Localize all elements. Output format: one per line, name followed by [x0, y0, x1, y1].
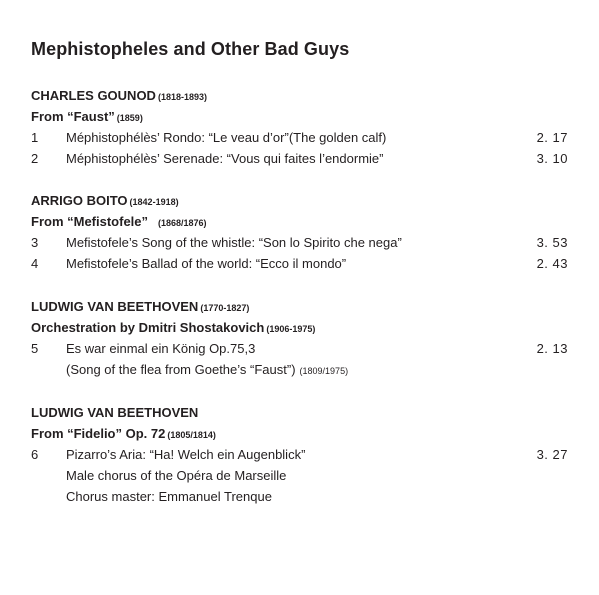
track-row — [31, 444, 571, 465]
track-title: Méphistophélès’ Serenade: “Vous qui faites l’endormie” — [66, 151, 384, 166]
track-duration: 3. 10 — [536, 151, 568, 166]
track-number: 3 — [31, 235, 39, 250]
track-title: Méphistophélès’ Rondo: “Le veau d’or”(The golden calf) — [66, 130, 387, 145]
track-row — [31, 127, 571, 148]
composer-name: CHARLES GOUNOD — [31, 88, 156, 103]
track-title: Mefistofele’s Song of the whistle: “Son lo Spirito che nega” — [66, 235, 402, 250]
section-boito — [31, 190, 571, 274]
track-duration: 3. 27 — [536, 447, 568, 462]
work-title: From “Fidelio” Op. 72 — [31, 426, 166, 441]
work-heading — [31, 317, 571, 338]
work-heading — [31, 106, 571, 127]
composer-dates: (1818-1893) — [157, 92, 207, 102]
track-duration: 2. 13 — [536, 341, 568, 356]
track-row — [31, 232, 571, 253]
work-dates: (1805/1814) — [167, 430, 216, 440]
section-beethoven-shostakovich — [31, 296, 571, 380]
composer-name: LUDWIG VAN BEETHOVEN — [31, 299, 199, 314]
section-gounod — [31, 85, 571, 169]
track-row — [31, 253, 571, 274]
work-dates: (1859) — [116, 113, 143, 123]
track-row — [31, 148, 571, 169]
track-title: Mefistofele’s Ballad of the world: “Ecco il mondo” — [66, 256, 347, 271]
work-title: Orchestration by Dmitri Shostakovich — [31, 320, 265, 335]
track-duration: 3. 53 — [536, 235, 568, 250]
composer-heading — [31, 85, 571, 106]
composer-name: ARRIGO BOITO — [31, 193, 128, 208]
performer-line: Chorus master: Emmanuel Trenque — [66, 489, 272, 504]
track-number: 4 — [31, 256, 39, 271]
composer-dates: (1770-1827) — [200, 303, 250, 313]
work-title: From “Mefistofele” — [31, 214, 149, 229]
track-subtitle-dates: (1809/1975) — [299, 366, 349, 376]
section-beethoven-fidelio — [31, 402, 571, 507]
page-title: Mephistopheles and Other Bad Guys — [31, 39, 350, 59]
composer-heading — [31, 190, 571, 211]
track-row — [31, 338, 571, 359]
track-duration: 2. 17 — [536, 130, 568, 145]
composer-name: LUDWIG VAN BEETHOVEN — [31, 405, 199, 420]
work-dates: (1868/1876) — [158, 218, 207, 228]
track-subtitle — [31, 359, 571, 380]
work-dates: (1906-1975) — [266, 324, 316, 334]
track-subtitle-text: (Song of the flea from Goethe’s “Faust”) — [66, 362, 296, 377]
composer-heading — [31, 402, 571, 423]
track-title: Pizarro’s Aria: “Ha! Welch ein Augenblick” — [66, 447, 306, 462]
track-number: 1 — [31, 130, 39, 145]
composer-heading — [31, 296, 571, 317]
work-heading — [31, 423, 571, 444]
track-title: Es war einmal ein König Op.75,3 — [66, 341, 256, 356]
performer-line: Male chorus of the Opéra de Marseille — [66, 468, 287, 483]
work-heading — [31, 211, 571, 232]
composer-dates: (1842-1918) — [129, 197, 179, 207]
work-title: From “Faust” — [31, 109, 115, 124]
track-number: 5 — [31, 341, 39, 356]
track-number: 2 — [31, 151, 39, 166]
track-number: 6 — [31, 447, 39, 462]
track-duration: 2. 43 — [536, 256, 568, 271]
